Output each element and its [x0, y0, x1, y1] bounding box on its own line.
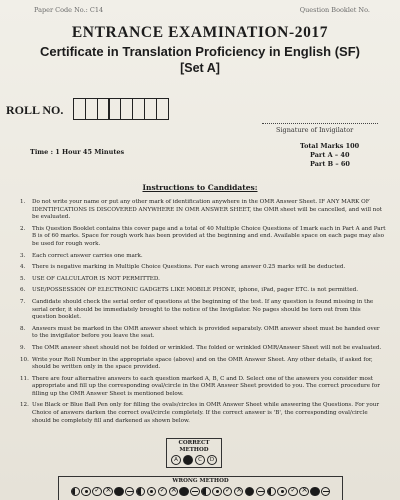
correct-method-bubbles [167, 455, 221, 465]
instruction-number: 6. [20, 287, 26, 294]
instruction-text: This Question Booklet contains this cover page and a total of 40 Multiple Choice Questions of 1mark each in Part A and Part B is of 60 marks. Space for rough work has been provided at the beginning and end. Available space on each page may also be used for rough work. [32, 225, 386, 247]
instruction-number: 3. [20, 252, 26, 259]
wrong-method-bubble [81, 487, 91, 497]
wrong-method-bubble [92, 487, 102, 497]
answer-bubble: C [195, 455, 205, 465]
instruction-item [20, 276, 386, 284]
wrong-method-bubble [299, 487, 309, 497]
wrong-method-bubble [71, 487, 81, 497]
wrong-method-bubble [201, 487, 211, 497]
set-label: [Set A] [180, 61, 220, 75]
wrong-method-bubble [158, 487, 168, 497]
instruction-number: 8. [20, 325, 26, 332]
instruction-item [20, 264, 386, 272]
instruction-text: Candidate should check the serial order of questions at the beginning of the test. If any question is found missing in the serial order, it should be immediately brought to the notice of the Invigilator. No pages should be torn out from this question booklet. [32, 298, 374, 321]
instruction-text: The OMR answer sheet should not be folded or wrinkled. The folded or wrinkled OMR/Answer Sheet will not be evaluated. [32, 344, 382, 351]
wrong-method-bubble [245, 487, 255, 497]
correct-method-box [166, 438, 222, 468]
codes-row [34, 6, 370, 16]
wrong-method-bubbles [59, 487, 342, 497]
instructions-heading: Instructions to Candidates: [142, 183, 258, 192]
instruction-item [20, 199, 386, 222]
instruction-item [20, 287, 386, 295]
instruction-number: 10. [20, 356, 29, 363]
correct-method-label: CORRECT METHOD [178, 440, 210, 453]
part-b-marks: Part B – 60 [310, 160, 350, 168]
wrong-method-bubble [190, 487, 200, 497]
wrong-method-bubble [256, 487, 266, 497]
instruction-text: There is negative marking in Multiple Choice Questions. For each wrong answer 0.25 marks will be deducted. [32, 264, 346, 271]
wrong-method-bubble [267, 487, 277, 497]
instruction-text: USE/POSSESSION OF ELECTRONIC GADGETS LIKE MOBILE PHONE, iphone, iPad, pager ETC. is not permitted. [32, 287, 359, 294]
instruction-item [20, 253, 386, 261]
invigilator-signature-line [262, 123, 378, 124]
instruction-item [20, 376, 386, 399]
instruction-text: Each correct answer carries one mark. [32, 252, 143, 259]
instruction-number: 11. [20, 375, 29, 382]
instructions-list [20, 199, 386, 429]
wrong-method-bubble [147, 487, 157, 497]
instruction-number: 4. [20, 264, 26, 271]
instruction-number: 9. [20, 344, 26, 351]
instruction-text: Do not write your name or put any other mark of identification anywhere in the OMR Answer Sheet. IF ANY MARK OF IDENTIFICATIONS IS DISCOVERED ANYWHERE IN OMR ANSWER SHEET, the OMR sheet will be cancelled, and will not be evaluated. [32, 199, 383, 221]
wrong-method-bubble [136, 487, 146, 497]
invigilator-signature-label: Signature of Invigilator [276, 126, 354, 134]
instruction-item [20, 345, 386, 353]
instruction-text: There are four alternative answers to each question marked A, B, C and D. Select one of the answers you consider most appropriate and fill up the corresponding oval/circle in the OMR Answer Sheet provided to you. The correct procedure for filling up the OMR Answer Sheet is mentioned below. [32, 375, 380, 397]
wrong-method-bubble [179, 487, 189, 497]
wrong-method-bubble [125, 487, 135, 497]
answer-bubble: B [183, 455, 193, 465]
certificate-title: Certificate in Translation Proficiency in English (SF) [39, 44, 360, 59]
wrong-method-bubble [169, 487, 179, 497]
answer-bubble: A [171, 455, 181, 465]
wrong-method-label: WRONG METHOD [172, 478, 229, 484]
wrong-method-bubble [321, 487, 331, 497]
paper-code: Paper Code No.: C14 [34, 6, 104, 14]
wrong-method-bubble [114, 487, 124, 497]
instruction-number: 1. [20, 199, 26, 205]
instruction-number: 5. [20, 275, 26, 282]
instruction-text: USE OF CALCULATOR IS NOT PERMITTED. [32, 275, 160, 282]
roll-digit-box[interactable] [156, 98, 169, 120]
exam-title: ENTRANCE EXAMINATION-2017 [71, 24, 329, 41]
question-booklet-no: Question Booklet No. [299, 6, 370, 14]
wrong-method-bubble [288, 487, 298, 497]
marks-block [300, 142, 359, 169]
instruction-text: Use Black or Blue Ball Pen only for filling the ovals/circles in OMR Answer Sheet while answering the Questions. For your Choice of answers darken the correct oval/circle completely. If the correct answer is 'B', the corresponding oval/circle should be completely fill and darkened as shown below. [32, 402, 380, 424]
wrong-method-bubble [310, 487, 320, 497]
part-a-marks: Part A – 40 [310, 151, 350, 159]
instruction-number: 7. [20, 298, 26, 305]
wrong-method-bubble [103, 487, 113, 497]
instruction-item [20, 357, 386, 372]
wrong-method-bubble [234, 487, 244, 497]
instruction-item [20, 402, 386, 425]
roll-number-label: ROLL NO. [6, 103, 64, 117]
wrong-method-bubble [277, 487, 287, 497]
answer-bubble: D [207, 455, 217, 465]
wrong-method-box [58, 476, 343, 500]
instruction-item [20, 299, 386, 322]
instruction-item [20, 226, 386, 249]
total-marks: Total Marks 100 [300, 142, 360, 150]
instruction-text: Answers must be marked in the OMR answer sheet which is provided separately. OMR answer sheet must be handed over to the invigilator before you leave the seat. [32, 325, 380, 340]
wrong-method-bubble [212, 487, 222, 497]
instruction-text: Write your Roll Number in the appropriate space (above) and on the OMR Answer Sheet. Any other details, if asked for, should be written only in the space provided. [32, 356, 373, 371]
roll-number-boxes[interactable] [73, 98, 168, 120]
instruction-number: 2. [20, 225, 26, 232]
instruction-item [20, 326, 386, 341]
instruction-number: 12. [20, 402, 29, 409]
wrong-method-bubble [223, 487, 233, 497]
time-duration: Time : 1 Hour 45 Minutes [30, 148, 125, 156]
